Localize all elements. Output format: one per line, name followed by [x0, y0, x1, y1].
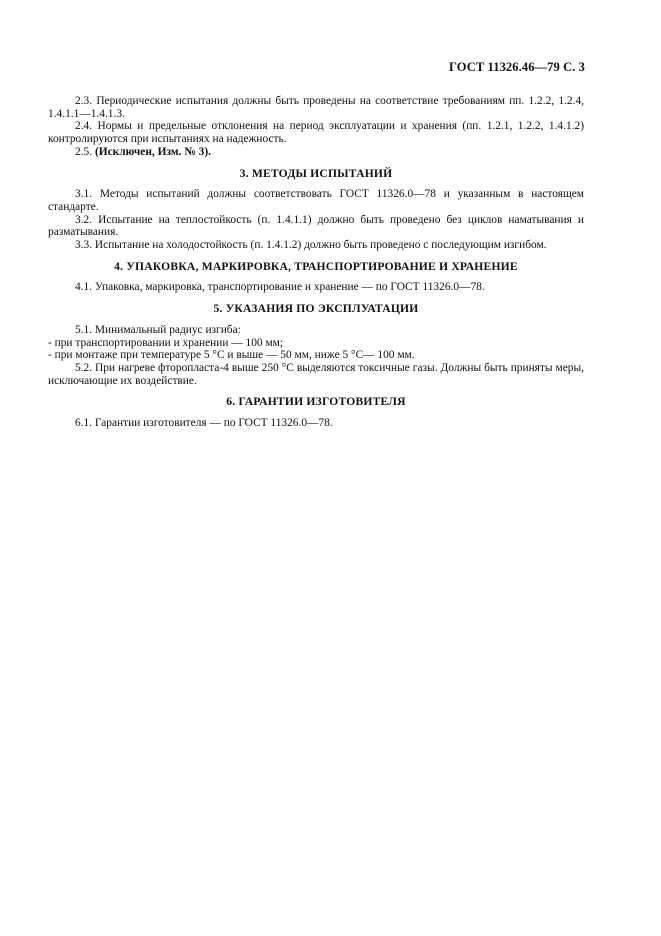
section-6-heading: 6. ГАРАНТИИ ИЗГОТОВИТЕЛЯ	[226, 395, 406, 409]
section-3-heading: 3. МЕТОДЫ ИСПЫТАНИЙ	[239, 166, 393, 180]
paragraph-3-3: 3.3. Испытание на холодостойкость (п. 1.4.1.2) должно быть проведено с последующим изгибом.	[75, 239, 547, 252]
running-header: ГОСТ 11326.46—79 С. 3	[449, 60, 585, 74]
paragraph-2-5-number: 2.5.	[75, 145, 93, 158]
paragraph-5-1: 5.1. Минимальный радиус изгиба:	[75, 323, 241, 336]
paragraph-2-5	[48, 146, 584, 159]
paragraph-3-2: 3.2. Испытание на теплостойкость (п. 1.4.1.1) должно быть проведено без циклов наматывания и разматывания.	[48, 213, 584, 239]
section-4-heading: 4. УПАКОВКА, МАРКИРОВКА, ТРАНСПОРТИРОВАНИЕ И ХРАНЕНИЕ	[114, 259, 518, 273]
document-body	[48, 95, 584, 430]
paragraph-2-5-text: (Исключен, Изм. № 3).	[94, 145, 211, 158]
section-5-heading: 5. УКАЗАНИЯ ПО ЭКСПЛУАТАЦИИ	[213, 302, 419, 316]
paragraph-4-1: 4.1. Упаковка, маркировка, транспортирование и хранение — по ГОСТ 11326.0—78.	[75, 281, 485, 294]
paragraph-3-1: 3.1. Методы испытаний должны соответствовать ГОСТ 11326.0—78 и указанным в настоящем стандарте.	[48, 188, 584, 213]
paragraph-6-1: 6.1. Гарантии изготовителя — по ГОСТ 11326.0—78.	[75, 417, 333, 430]
list-item-mounting: - при монтаже при температуре 5 °С и выше — 50 мм, ниже 5 °С— 100 мм.	[48, 349, 415, 362]
paragraph-5-2: 5.2. При нагреве фторопласта-4 выше 250 °С выделяются токсичные газы. Должны быть приняты меры, исключающие их воздействие.	[48, 361, 584, 387]
paragraph-2-3: 2.3. Периодические испытания должны быть проведены на соответствие требованиям пп. 1.2.2, 1.2.4, 1.4.1.1—1.4.1.3.	[48, 95, 584, 120]
paragraph-2-4: 2.4. Нормы и предельные отклонения на период эксплуатации и хранения (пп. 1.2.1, 1.2.2, 1.4.1.2) контролируются при испытаниях на надежность.	[48, 120, 584, 146]
list-item-transport: - при транспортировании и хранении — 100 мм;	[48, 336, 284, 349]
